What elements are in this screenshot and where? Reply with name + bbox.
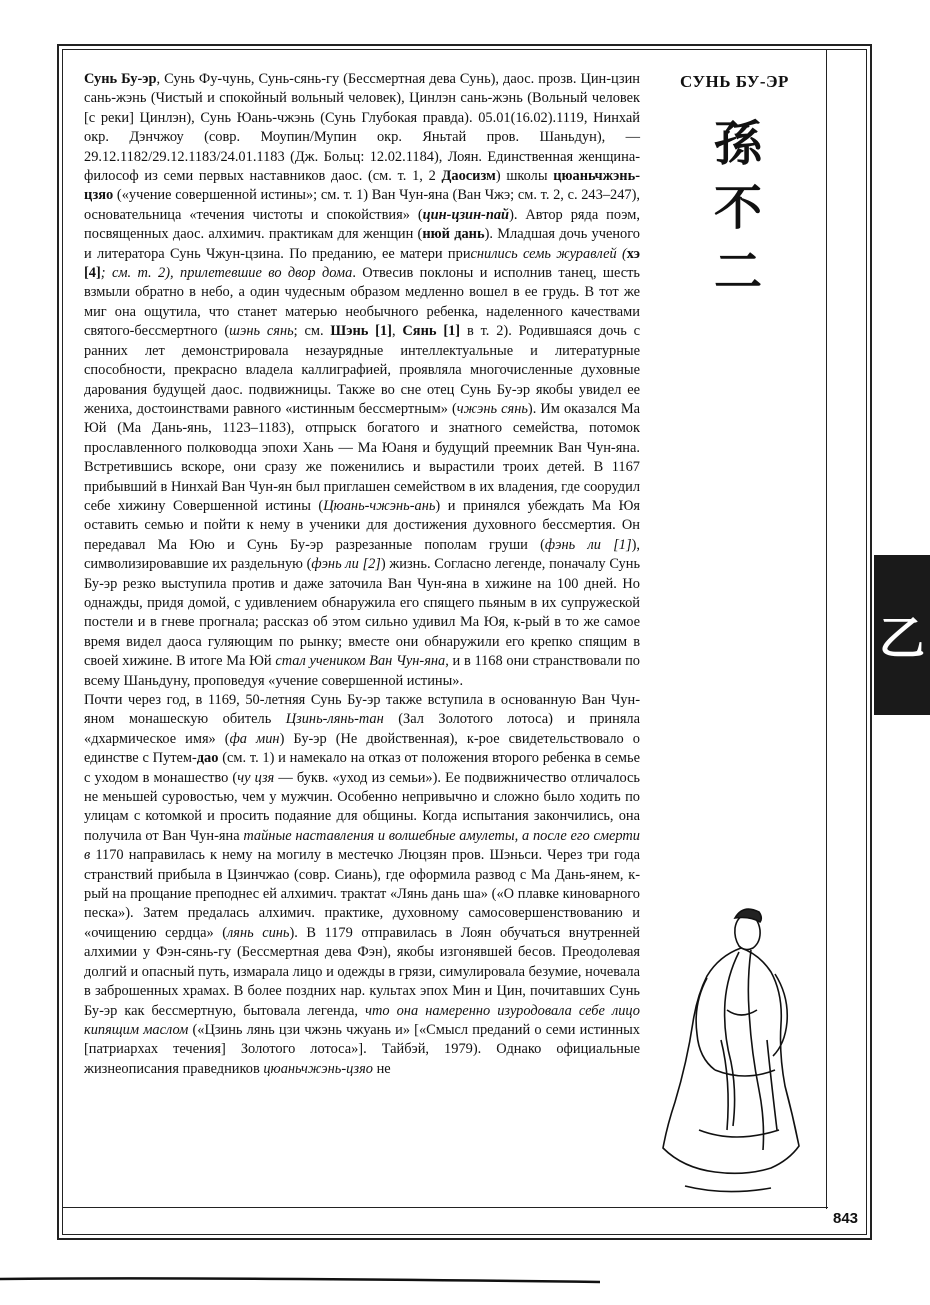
text-run: чу цзя bbox=[237, 769, 275, 786]
text-run: не bbox=[372, 1060, 391, 1077]
scan-artifact-line bbox=[0, 1275, 600, 1285]
text-run: Цюань-чжэнь-ань bbox=[323, 497, 436, 514]
text-run: («учение совершенной истины»; см. т. 1) Ван Чун-яна (Ван Чжэ; см. т. 2, с. 243–247), основательница «течения чистоты и спокойствия» ( bbox=[84, 187, 640, 223]
text-run: Сянь [1] bbox=[402, 323, 461, 340]
text-run: , и в 1168 они странствовали по всему Шаньдуну, проповедуя «учение совершенной истины». bbox=[84, 653, 640, 689]
text-run: дао bbox=[196, 750, 219, 767]
entry-heading: СУНЬ БУ-ЭР bbox=[680, 72, 789, 91]
text-run: («Цзинь лянь цзи чжэнь чжуань и» [«Смысл преданий о семи истинных [патриархах течения] Золотого лотоса»]. Тайбэй, 1979). Однако официальные жизнеописания праведников bbox=[84, 1021, 641, 1077]
text-run: Сунь Бу-эр bbox=[84, 71, 157, 87]
text-run: 1170 направилась к нему на могилу в местечко Люцзян пров. Шэньси. Через три года странствий прибыла в Цзинчжао (совр. Сиань), где оформила развод с Ма Дань-янем, к-рый на прощание преподнес ей алхимич. трактат «Лянь дань ша» («О плавке киноварного песка»). Затем предалась алхимич. практике, духовному самосовершенствованию и «очищению сердца» ( bbox=[84, 847, 640, 941]
text-run: цюаньчжэнь-цзяо bbox=[84, 168, 641, 204]
column-divider bbox=[826, 49, 827, 1209]
article-body bbox=[84, 70, 640, 1079]
text-run: снились семь журавлей ( bbox=[470, 245, 627, 262]
text-run: — букв. «уход из семьи»). Ее подвижничество отличалось не меньшей суровостью, чем у мужчин. Особенно непривычно и сложно было ходить по улицам с котомкой и просить подаяние для общины. Когда испытания закончились, она получила от Ван Чун-яна bbox=[84, 769, 640, 844]
text-run: цюаньчжэнь-цзяо bbox=[263, 1060, 373, 1077]
article-paragraph-1 bbox=[84, 70, 640, 691]
text-run: ; см. т. 2), bbox=[100, 265, 180, 282]
text-run: (см. т. 1) и намекало на отказ от положения второго ребенка в семье с уходом в монашество ( bbox=[84, 750, 640, 786]
text-run: шэнь сянь bbox=[229, 323, 294, 340]
section-thumb-tab bbox=[874, 555, 930, 715]
text-run: ) школы bbox=[495, 168, 554, 185]
text-run: фэнь ли [1] bbox=[544, 536, 632, 553]
text-run: Даосизм bbox=[441, 168, 496, 185]
text-run: тайные наставления и волшебные амулеты, а после его смерти в bbox=[84, 827, 640, 864]
text-run: фэнь ли [2] bbox=[311, 556, 381, 573]
text-run: (Зал Золотого лотоса) и приняла «дхармическое имя» ( bbox=[84, 711, 641, 747]
text-run: , bbox=[391, 323, 403, 340]
text-run: ) жизнь. Согласно легенде, поначалу Сунь Бу-эр резко выступила против и даже заточила Ван Чун-яна в хижине на 100 дней. Но однажды, придя домой, с удивлением обнаружила его спящего пьяным в их супружеской постели и в гневе прогнала; рассказ об этом сильно удивил Ма Юя, к-рый в то же самое время видел даоса гуляющим по рынку; вместе они обнаружили его крепко спящим в своей хижине. В итоге Ма Юй bbox=[84, 556, 641, 670]
text-run: , Сунь Фу-чунь, Сунь-сянь-гу (Бессмертная дева Сунь), даос. прозв. Цин-цзин сань-жэнь (Чистый и спокойный вольный человек), Цинлэн сань-жэнь (Вольный человек [с реки] Цинлэн), Сунь Юань-чжэнь (Сунь Глубокая правда). 05.01(16.02).1119, Нинхай окр. Дэнчжоу (совр. Моупин/Мупин окр. Яньтай пров. Шаньдун), — 29.12.1182/29.12.1183/24.01.1183 (Дж. Больц: 12.02.1184), Лоян. Единственная женщина-философ из семи первых наставников даос. (см. т. 1, 2 bbox=[84, 71, 641, 185]
text-run: цин-цзин-пай bbox=[422, 206, 510, 223]
text-run: нюй дань bbox=[422, 226, 485, 243]
text-run: ). Младшая дочь ученого и литератора Сунь Чжун-цзина. По преданию, ее матери при bbox=[84, 226, 640, 262]
text-run: ) и принялся убеждать Ма Юя оставить семью и пойти к нему в ученики для достижения духовного бессмертия. Он передавал Ма Юю и Сунь Бу-эр разрезанные пополам груши ( bbox=[84, 497, 640, 553]
thumb-tab-char: 乙 bbox=[879, 611, 925, 665]
text-run: чжэнь сянь bbox=[456, 400, 528, 417]
text-run: фа мин bbox=[229, 730, 280, 747]
hanzi-char-2: 不 bbox=[713, 180, 762, 236]
text-run: прилетевшие во двор дома bbox=[180, 265, 353, 282]
text-run: Цзинь-лянь-тан bbox=[285, 711, 384, 728]
text-run: ). В 1179 отправилась в Лоян обучаться внутренней алхимии у Фэн-сянь-гу (Бессмертная дева Фэн), якобы изгонявшей бесов. Преодолевая долгий и опасный путь, измарала лицо и одежды в грязи, симулировала безумие, ночевала в заброшенных храмах. В более поздних нар. культах эпох Мин и Цин, почитавших Сунь Бу-эр как бессмертную, бытовала легенда, bbox=[84, 924, 640, 1019]
text-run: ), символизировавшие их раздельную ( bbox=[84, 536, 640, 573]
chinese-name-vertical bbox=[710, 112, 766, 304]
text-run: Почти через год, в 1169, 50-летняя Сунь Бу-эр также вступила в основанную Ван Чун-яном монашескую обитель bbox=[84, 692, 640, 728]
text-run: ). Автор ряда поэм, посвященных даос. алхимич. практикам для женщин ( bbox=[84, 206, 641, 243]
text-run: хэ [4] bbox=[84, 245, 640, 282]
portrait-illustration bbox=[655, 900, 825, 1200]
text-run: лянь синь bbox=[227, 924, 290, 941]
page-number: 843 bbox=[833, 1210, 859, 1227]
hanzi-char-1: 孫 bbox=[713, 116, 762, 172]
text-run: ). Им оказался Ма Юй (Ма Дань-янь, 1123–1183), отпрыск богатого и знатного семейства, потомок прославленного полководца эпохи Хань — Ма Юаня и будущий преемник Ван Чун-яна. Встретившись вскоре, они сразу же поженились и вырастили троих детей. В 1167 прибывший в Нинхай Ван Чун-ян был приглашен семейством в их владения, где соорудил себе хижину Совершенной истины ( bbox=[84, 400, 640, 514]
text-run: в т. 2). Родившаяся дочь с ранних лет демонстрировала незаурядные интеллектуальные и литературные способности, прекрасно владела каллиграфией, проявляла многочисленные духовные дарования будущей даос. подвижницы. Также во сне отец Сунь Бу-эр якобы увидел ее жениха, достоинствами равного «истинным бессмертным» ( bbox=[84, 323, 640, 417]
article-paragraph-2 bbox=[84, 691, 640, 1079]
text-run: что она намеренно изуродовала себе лицо кипящим маслом bbox=[84, 1002, 640, 1038]
text-run: . Отвесив поклоны и исполнив танец, шесть взмыли обратно в небо, а один чудесным образом медленно вошел в ее грудь. В тот же миг она ощутила, что станет матерью необычного ребенка, наделенного качествами святого-бессмертного ( bbox=[84, 265, 640, 340]
text-run: Шэнь [1] bbox=[330, 323, 392, 340]
text-run: ; см. bbox=[293, 323, 331, 340]
text-run: ) Бу-эр (Не двойственная), к-рое свидетельствовало о единстве с Путем- bbox=[84, 730, 640, 767]
text-run: стал учеником Ван Чун-яна bbox=[275, 653, 446, 670]
hanzi-char-3: 二 bbox=[713, 244, 762, 300]
footer-rule bbox=[62, 1207, 828, 1208]
